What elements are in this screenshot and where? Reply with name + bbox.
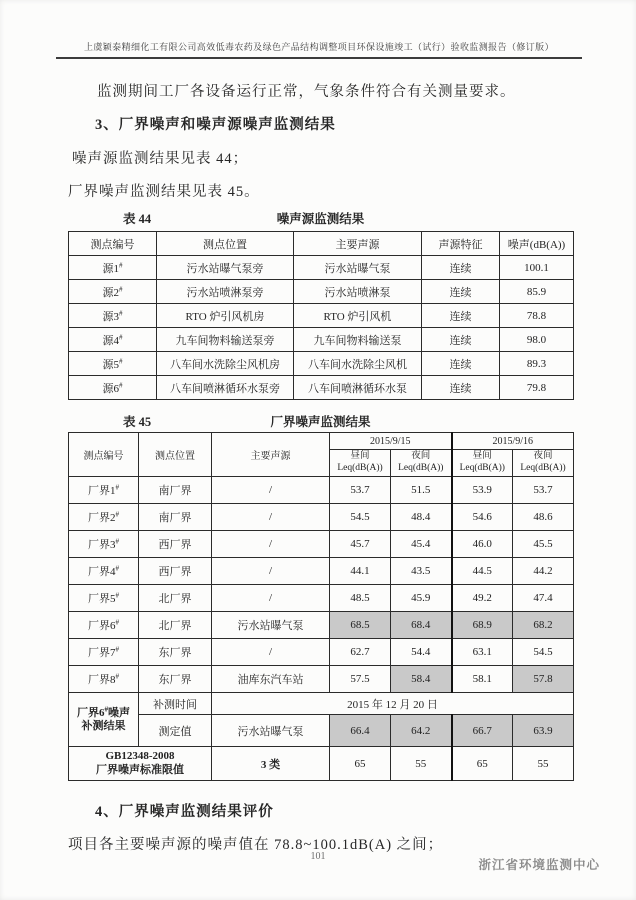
table-row	[69, 328, 574, 352]
main-source-cell: /	[212, 585, 330, 612]
location-cell: 南厂界	[139, 504, 212, 531]
day-label: 昼间	[472, 451, 492, 462]
location-cell: 东厂界	[139, 639, 212, 666]
table44-col-main-source: 主要声源	[294, 232, 422, 256]
location-cell: RTO 炉引风机房	[157, 304, 294, 328]
table44-col-character: 声源特征	[422, 232, 500, 256]
noise-value-cell: 100.1	[500, 256, 574, 280]
paragraph-see-table-45: 厂界噪声监测结果见表 45。	[68, 184, 260, 200]
table44-header-row	[69, 232, 574, 256]
table44-body	[69, 256, 574, 400]
noise-value-cell: 48.5	[330, 585, 391, 612]
noise-value-cell: 89.3	[500, 352, 574, 376]
footer-organization: 浙江省环境监测中心	[478, 858, 600, 872]
main-source-cell: 污水站喷淋泵	[294, 280, 422, 304]
table44-col-point-id: 测点编号	[69, 232, 157, 256]
main-source-cell: /	[212, 504, 330, 531]
page-number: 101	[310, 851, 326, 862]
noise-value-cell: 45.5	[513, 531, 574, 558]
main-source-cell: 污水站曝气泵	[294, 256, 422, 280]
point-id-cell: 厂界2#	[69, 504, 139, 531]
table-row	[69, 504, 574, 531]
point-id-cell: 厂界5#	[69, 585, 139, 612]
main-source-cell: /	[212, 639, 330, 666]
character-cell: 连续	[422, 256, 500, 280]
noise-value-cell: 57.5	[330, 666, 391, 693]
main-source-cell: /	[212, 558, 330, 585]
noise-value-cell: 62.7	[330, 639, 391, 666]
table45-col-night-1	[391, 450, 452, 477]
leq-label: Leq(dB(A))	[337, 463, 383, 473]
retest-value-cell: 63.9	[513, 715, 574, 747]
table-boundary-noise	[68, 432, 574, 781]
noise-value-cell: 58.1	[452, 666, 513, 693]
leq-label: Leq(dB(A))	[459, 463, 505, 473]
retest-time-label-cell: 补测时间	[139, 693, 212, 715]
night-label: 夜间	[533, 451, 553, 462]
paragraph-see-table-44: 噪声源监测结果见表 44；	[72, 151, 249, 167]
table45-col-main-source: 主要声源	[212, 433, 330, 477]
location-cell: 东厂界	[139, 666, 212, 693]
section-heading-3: 3、厂界噪声和噪声源噪声监测结果	[95, 117, 336, 133]
retest-value-cell: 64.2	[391, 715, 452, 747]
retest-value-label-cell: 测定值	[139, 715, 212, 747]
limit-value-cell: 55	[513, 747, 574, 781]
character-cell: 连续	[422, 352, 500, 376]
table-row	[69, 666, 574, 693]
limit-row	[69, 747, 574, 781]
point-id-cell: 源4#	[69, 328, 157, 352]
noise-value-cell: 45.7	[330, 531, 391, 558]
noise-value-cell: 47.4	[513, 585, 574, 612]
paragraph-monitoring-conditions: 监测期间工厂各设备运行正常，气象条件符合有关测量要求。	[97, 84, 516, 100]
noise-value-cell: 48.6	[513, 504, 574, 531]
point-id-cell: 厂界1#	[69, 477, 139, 504]
table-row	[69, 304, 574, 328]
noise-value-cell: 43.5	[391, 558, 452, 585]
table44-caption-number: 表 44	[123, 212, 152, 226]
retest-label-cell: 厂界6#噪声 补测结果	[69, 693, 139, 747]
noise-value-cell: 44.2	[513, 558, 574, 585]
table-row	[69, 280, 574, 304]
location-cell: 北厂界	[139, 585, 212, 612]
point-id-cell: 厂界3#	[69, 531, 139, 558]
location-cell: 九车间物料输送泵旁	[157, 328, 294, 352]
noise-value-cell: 46.0	[452, 531, 513, 558]
point-id-cell: 厂界8#	[69, 666, 139, 693]
noise-value-cell: 49.2	[452, 585, 513, 612]
table45-caption-number: 表 45	[123, 415, 152, 429]
location-cell: 北厂界	[139, 612, 212, 639]
noise-value-cell: 68.5	[330, 612, 391, 639]
noise-value-cell: 54.5	[513, 639, 574, 666]
table45-col-location: 测点位置	[139, 433, 212, 477]
limit-label-cell: GB12348-2008 厂界噪声标准限值	[69, 747, 212, 781]
table45-caption	[68, 412, 573, 430]
leq-label: Leq(dB(A))	[520, 463, 566, 473]
retest-time-row	[69, 693, 574, 715]
table45-caption-title: 厂界噪声监测结果	[270, 415, 371, 429]
noise-value-cell: 79.8	[500, 376, 574, 400]
limit-value-cell: 55	[391, 747, 452, 781]
noise-value-cell: 53.7	[513, 477, 574, 504]
table45-col-point-id: 测点编号	[69, 433, 139, 477]
main-source-cell: 污水站曝气泵	[212, 612, 330, 639]
table-row	[69, 639, 574, 666]
noise-value-cell: 98.0	[500, 328, 574, 352]
noise-value-cell: 45.9	[391, 585, 452, 612]
character-cell: 连续	[422, 304, 500, 328]
noise-value-cell: 53.9	[452, 477, 513, 504]
table44-col-noise-db: 噪声(dB(A))	[500, 232, 574, 256]
table44-caption	[68, 209, 573, 227]
noise-value-cell: 68.2	[513, 612, 574, 639]
point-id-cell: 厂界4#	[69, 558, 139, 585]
table45-col-night-2	[513, 450, 574, 477]
table-row	[69, 585, 574, 612]
main-source-cell: 八车间水洗除尘风机	[294, 352, 422, 376]
page-header-title: 上虞颖泰精细化工有限公司高效低毒农药及绿色产品结构调整项目环保设施竣工（试行）验收监测报告（修订版）	[83, 42, 554, 52]
point-id-cell: 源5#	[69, 352, 157, 376]
point-id-cell: 源6#	[69, 376, 157, 400]
table-noise-sources	[68, 231, 574, 400]
noise-value-cell: 54.5	[330, 504, 391, 531]
noise-value-cell: 57.8	[513, 666, 574, 693]
point-id-cell: 源1#	[69, 256, 157, 280]
noise-value-cell: 68.9	[452, 612, 513, 639]
character-cell: 连续	[422, 376, 500, 400]
location-cell: 西厂界	[139, 558, 212, 585]
noise-value-cell: 48.4	[391, 504, 452, 531]
main-source-cell: /	[212, 477, 330, 504]
location-cell: 污水站喷淋泵旁	[157, 280, 294, 304]
table45-date-2: 2015/9/16	[452, 433, 574, 450]
limit-value-cell: 65	[452, 747, 513, 781]
location-cell: 西厂界	[139, 531, 212, 558]
main-source-cell: /	[212, 531, 330, 558]
paragraph-noise-range: 项目各主要噪声源的噪声值在 78.8~100.1dB(A) 之间；	[68, 837, 444, 853]
main-source-cell: 九车间物料输送泵	[294, 328, 422, 352]
character-cell: 连续	[422, 280, 500, 304]
table45-body	[69, 477, 574, 781]
section-heading-4: 4、厂界噪声监测结果评价	[95, 804, 274, 820]
noise-value-cell: 45.4	[391, 531, 452, 558]
table-row	[69, 352, 574, 376]
noise-value-cell: 53.7	[330, 477, 391, 504]
limit-class-cell: 3 类	[212, 747, 330, 781]
table45-date-1: 2015/9/15	[330, 433, 452, 450]
retest-value-row	[69, 715, 574, 747]
table44-caption-title: 噪声源监测结果	[276, 212, 365, 226]
location-cell: 污水站曝气泵旁	[157, 256, 294, 280]
table-row	[69, 256, 574, 280]
leq-label: Leq(dB(A))	[398, 463, 444, 473]
point-id-cell: 源2#	[69, 280, 157, 304]
table45-col-day-2	[452, 450, 513, 477]
limit-value-cell: 65	[330, 747, 391, 781]
noise-value-cell: 44.1	[330, 558, 391, 585]
point-id-cell: 厂界6#	[69, 612, 139, 639]
noise-value-cell: 85.9	[500, 280, 574, 304]
main-source-cell: RTO 炉引风机	[294, 304, 422, 328]
noise-value-cell: 51.5	[391, 477, 452, 504]
table-row	[69, 531, 574, 558]
retest-value-cell: 66.4	[330, 715, 391, 747]
table44-col-location: 测点位置	[157, 232, 294, 256]
noise-value-cell: 63.1	[452, 639, 513, 666]
table45-col-day-1	[330, 450, 391, 477]
character-cell: 连续	[422, 328, 500, 352]
table-row	[69, 612, 574, 639]
day-label: 昼间	[350, 451, 370, 462]
night-label: 夜间	[411, 451, 431, 462]
location-cell: 八车间水洗除尘风机房	[157, 352, 294, 376]
table-row	[69, 376, 574, 400]
retest-value-cell: 66.7	[452, 715, 513, 747]
retest-time-value-cell: 2015 年 12 月 20 日	[212, 693, 574, 715]
retest-source-cell: 污水站曝气泵	[212, 715, 330, 747]
page-header	[56, 40, 582, 59]
noise-value-cell: 68.4	[391, 612, 452, 639]
noise-value-cell: 78.8	[500, 304, 574, 328]
point-id-cell: 厂界7#	[69, 639, 139, 666]
noise-value-cell: 54.6	[452, 504, 513, 531]
noise-value-cell: 54.4	[391, 639, 452, 666]
table45-header-row-dates	[69, 433, 574, 450]
table-row	[69, 477, 574, 504]
point-id-cell: 源3#	[69, 304, 157, 328]
noise-value-cell: 58.4	[391, 666, 452, 693]
location-cell: 南厂界	[139, 477, 212, 504]
main-source-cell: 油库东汽车站	[212, 666, 330, 693]
noise-value-cell: 44.5	[452, 558, 513, 585]
main-source-cell: 八车间喷淋循环水泵	[294, 376, 422, 400]
table-row	[69, 558, 574, 585]
location-cell: 八车间喷淋循环水泵旁	[157, 376, 294, 400]
